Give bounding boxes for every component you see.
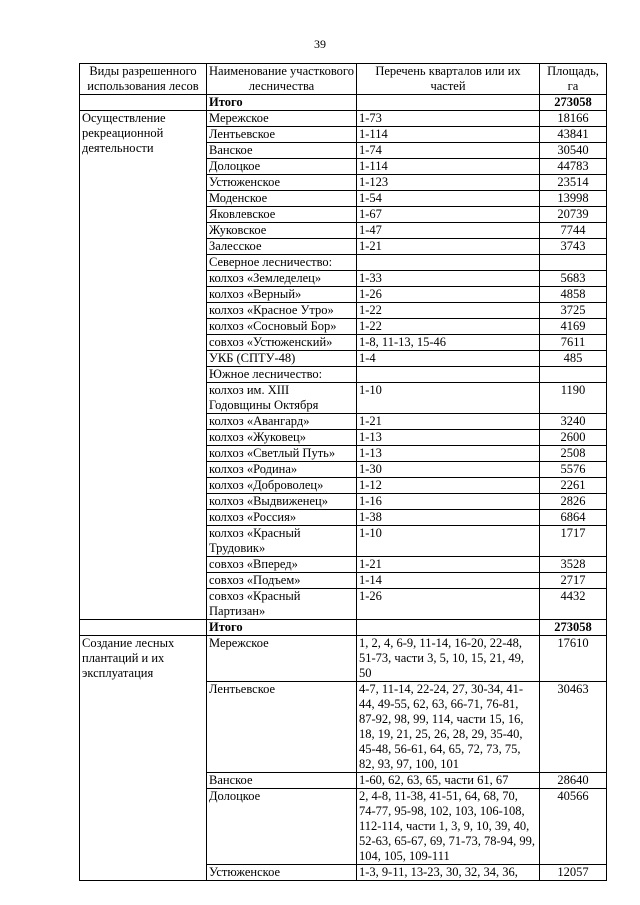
forestry-name: Залесское (207, 239, 357, 255)
area-value: 4432 (540, 589, 607, 620)
quarters-list: 1-10 (357, 526, 540, 557)
table-body (80, 95, 607, 881)
area-value: 4169 (540, 319, 607, 335)
forestry-name: колхоз «Красный Трудовик» (207, 526, 357, 557)
area-value: 2508 (540, 446, 607, 462)
area-value: 7611 (540, 335, 607, 351)
quarters-list (357, 367, 540, 383)
area-value: 3743 (540, 239, 607, 255)
table-row (80, 636, 607, 682)
total-row (80, 95, 607, 111)
forestry-name: Южное лесничество: (207, 367, 357, 383)
forestry-name: колхоз «Земледелец» (207, 271, 357, 287)
quarters-list: 1-26 (357, 589, 540, 620)
total-label: Итого (207, 95, 357, 111)
forestry-name: совхоз «Красный Партизан» (207, 589, 357, 620)
quarters-list: 1-16 (357, 494, 540, 510)
area-value: 2717 (540, 573, 607, 589)
quarters-list: 1-21 (357, 239, 540, 255)
area-value: 44783 (540, 159, 607, 175)
forestry-name: Долоцкое (207, 159, 357, 175)
usage-cell: Создание лесных плантаций и их эксплуатация (80, 636, 207, 881)
quarters-list: 1-3, 9-11, 13-23, 30, 32, 34, 36, (357, 865, 540, 881)
quarters-list: 2, 4-8, 11-38, 41-51, 64, 68, 70, 74-77, 95-98, 102, 103, 106-108, 112-114, части 1, 3, 9, 10, 39, 40, 52-63, 65-67, 69, 71-73, 78-94, 99, 104, 105, 109-111 (357, 789, 540, 865)
area-value: 17610 (540, 636, 607, 682)
quarters-list: 1-21 (357, 557, 540, 573)
forestry-name: колхоз «Сосновый Бор» (207, 319, 357, 335)
header-quarters: Перечень кварталов или их частей (357, 64, 540, 95)
header-row (80, 64, 607, 95)
area-value: 43841 (540, 127, 607, 143)
usage-cell (80, 620, 207, 636)
quarters-list: 1-8, 11-13, 15-46 (357, 335, 540, 351)
forestry-name: Яковлевское (207, 207, 357, 223)
area-value: 18166 (540, 111, 607, 127)
area-value: 2826 (540, 494, 607, 510)
header-forestry: Наименование участкового лесничества (207, 64, 357, 95)
usage-cell: Осуществление рекреационной деятельности (80, 111, 207, 620)
total-row (80, 620, 607, 636)
forestry-name: Устюженское (207, 865, 357, 881)
quarters-list: 1-47 (357, 223, 540, 239)
area-value: 2600 (540, 430, 607, 446)
forestry-name: совхоз «Подъем» (207, 573, 357, 589)
forestry-name: Долоцкое (207, 789, 357, 865)
area-value: 30463 (540, 682, 607, 773)
header-usage: Виды разрешенного использования лесов (80, 64, 207, 95)
quarters-list: 1-12 (357, 478, 540, 494)
forestry-name: совхоз «Устюженский» (207, 335, 357, 351)
quarters-list: 1-10 (357, 383, 540, 414)
quarters-list: 1-67 (357, 207, 540, 223)
forestry-name: Моденское (207, 191, 357, 207)
forestry-name: колхоз «Выдвиженец» (207, 494, 357, 510)
forestry-name: Устюженское (207, 175, 357, 191)
forestry-name: Северное лесничество: (207, 255, 357, 271)
total-label: Итого (207, 620, 357, 636)
area-value: 28640 (540, 773, 607, 789)
quarters-cell (357, 620, 540, 636)
quarters-list: 1, 2, 4, 6-9, 11-14, 16-20, 22-48, 51-73, части 3, 5, 10, 15, 21, 49, 50 (357, 636, 540, 682)
quarters-list: 1-73 (357, 111, 540, 127)
quarters-list: 1-38 (357, 510, 540, 526)
area-value: 5576 (540, 462, 607, 478)
forestry-name: колхоз «Светлый Путь» (207, 446, 357, 462)
quarters-list: 1-123 (357, 175, 540, 191)
total-value: 273058 (540, 620, 607, 636)
forest-usage-table (79, 63, 607, 881)
forestry-name: колхоз «Родина» (207, 462, 357, 478)
area-value: 3240 (540, 414, 607, 430)
forestry-name: колхоз «Красное Утро» (207, 303, 357, 319)
area-value: 6864 (540, 510, 607, 526)
quarters-list: 1-114 (357, 127, 540, 143)
quarters-list (357, 255, 540, 271)
area-value (540, 367, 607, 383)
forestry-name: колхоз им. XIII Годовщины Октября (207, 383, 357, 414)
total-value: 273058 (540, 95, 607, 111)
forestry-name: УКБ (СПТУ-48) (207, 351, 357, 367)
quarters-list: 1-22 (357, 303, 540, 319)
header-area: Площадь, га (540, 64, 607, 95)
forestry-name: Мережское (207, 636, 357, 682)
quarters-list: 1-114 (357, 159, 540, 175)
area-value (540, 255, 607, 271)
forestry-name: колхоз «Авангард» (207, 414, 357, 430)
area-value: 23514 (540, 175, 607, 191)
quarters-list: 1-13 (357, 430, 540, 446)
usage-cell (80, 95, 207, 111)
area-value: 485 (540, 351, 607, 367)
quarters-list: 1-13 (357, 446, 540, 462)
quarters-list: 1-30 (357, 462, 540, 478)
page-number: 39 (314, 37, 326, 51)
area-value: 20739 (540, 207, 607, 223)
area-value: 1190 (540, 383, 607, 414)
quarters-cell (357, 95, 540, 111)
forestry-name: Жуковское (207, 223, 357, 239)
area-value: 40566 (540, 789, 607, 865)
area-value: 3528 (540, 557, 607, 573)
forestry-name: Ванское (207, 773, 357, 789)
area-value: 3725 (540, 303, 607, 319)
quarters-list: 1-54 (357, 191, 540, 207)
area-value: 5683 (540, 271, 607, 287)
quarters-list: 1-74 (357, 143, 540, 159)
area-value: 7744 (540, 223, 607, 239)
quarters-list: 1-60, 62, 63, 65, части 61, 67 (357, 773, 540, 789)
area-value: 13998 (540, 191, 607, 207)
forestry-name: колхоз «Верный» (207, 287, 357, 303)
area-value: 12057 (540, 865, 607, 881)
quarters-list: 1-4 (357, 351, 540, 367)
forestry-name: совхоз «Вперед» (207, 557, 357, 573)
forestry-name: Лентьевское (207, 682, 357, 773)
quarters-list: 4-7, 11-14, 22-24, 27, 30-34, 41-44, 49-55, 62, 63, 66-71, 76-81, 87-92, 98, 99, 114, части 15, 16, 18, 19, 21, 25, 26, 28, 29, 35-40, 45-48, 56-61, 64, 65, 72, 73, 75, 82, 93, 97, 100, 101 (357, 682, 540, 773)
quarters-list: 1-22 (357, 319, 540, 335)
area-value: 1717 (540, 526, 607, 557)
forestry-name: Мережское (207, 111, 357, 127)
forestry-name: Ванское (207, 143, 357, 159)
forestry-name: колхоз «Россия» (207, 510, 357, 526)
quarters-list: 1-14 (357, 573, 540, 589)
area-value: 30540 (540, 143, 607, 159)
area-value: 4858 (540, 287, 607, 303)
forestry-name: колхоз «Доброволец» (207, 478, 357, 494)
quarters-list: 1-33 (357, 271, 540, 287)
area-value: 2261 (540, 478, 607, 494)
quarters-list: 1-21 (357, 414, 540, 430)
forestry-name: Лентьевское (207, 127, 357, 143)
quarters-list: 1-26 (357, 287, 540, 303)
forestry-name: колхоз «Жуковец» (207, 430, 357, 446)
table-row (80, 111, 607, 127)
